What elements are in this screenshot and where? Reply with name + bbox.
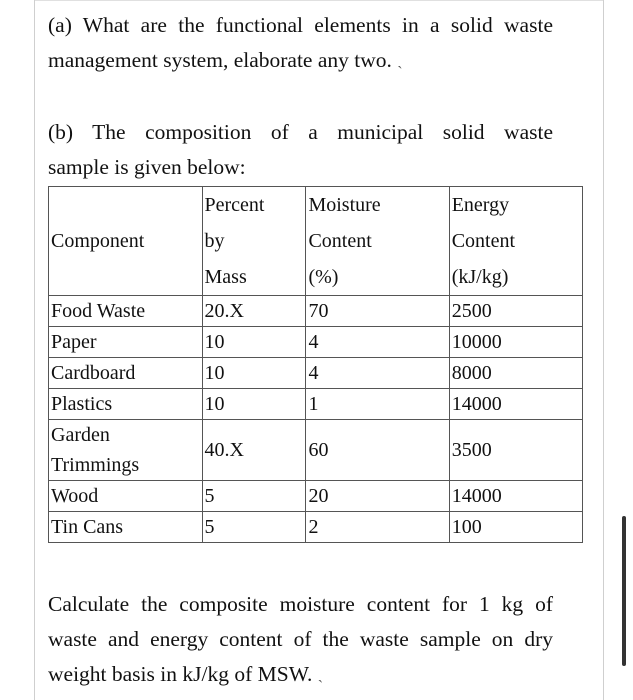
header-percent-line-2: by	[204, 230, 225, 252]
table-row	[49, 358, 583, 389]
part-c-line-3: weight basis in kJ/kg of MSW.	[48, 662, 313, 686]
cell-percent: 20.X	[202, 296, 306, 327]
cell-moisture: 4	[306, 327, 449, 358]
question-part-a	[48, 8, 568, 78]
table-row	[49, 389, 583, 420]
header-moisture-content	[306, 187, 449, 296]
cell-moisture: 2	[306, 512, 449, 543]
cell-percent: 5	[202, 512, 306, 543]
cell-moisture: 20	[306, 481, 449, 512]
cell-component-line-2: Trimmings	[51, 454, 140, 476]
cell-component: Wood	[49, 481, 203, 512]
cell-percent: 10	[202, 389, 306, 420]
part-a-line-1: (a) What are the functional elements in a solid waste	[48, 13, 553, 37]
composition-table	[48, 186, 583, 543]
cell-energy: 10000	[449, 327, 582, 358]
part-c-line-1: Calculate the composite moisture content for 1 kg of	[48, 592, 553, 616]
question-part-c	[48, 587, 568, 692]
cell-component: Food Waste	[49, 296, 203, 327]
part-a-line-2: management system, elaborate any two.	[48, 48, 392, 72]
cell-moisture: 60	[306, 420, 449, 481]
header-energy-line-3: (kJ/kg)	[451, 266, 509, 288]
cell-energy: 14000	[449, 481, 582, 512]
header-moisture-line-1: Moisture	[308, 194, 381, 216]
cell-moisture: 1	[306, 389, 449, 420]
header-energy-content	[449, 187, 582, 296]
part-b-line-2: sample is given below:	[48, 155, 246, 179]
cell-component: Tin Cans	[49, 512, 203, 543]
part-a-mark: ˎ	[397, 52, 403, 69]
cell-component: Plastics	[49, 389, 203, 420]
table-header-row	[49, 187, 583, 296]
table-row	[49, 512, 583, 543]
cell-energy: 3500	[449, 420, 582, 481]
cell-energy: 100	[449, 512, 582, 543]
header-energy-line-1: Energy	[451, 194, 510, 216]
table-row	[49, 420, 583, 481]
part-c-line-2: waste and energy content of the waste sample on dry	[48, 627, 553, 651]
header-component: Component	[49, 187, 203, 296]
header-moisture-line-2: Content	[308, 230, 372, 252]
header-percent-line-1: Percent	[204, 194, 265, 216]
table-row	[49, 327, 583, 358]
cell-percent: 5	[202, 481, 306, 512]
part-b-line-1: (b) The composition of a municipal solid waste	[48, 120, 553, 144]
cell-percent: 40.X	[202, 420, 306, 481]
header-moisture-line-3: (%)	[308, 266, 339, 288]
cell-energy: 8000	[449, 358, 582, 389]
cell-moisture: 4	[306, 358, 449, 389]
cell-component-line-1: Garden	[51, 424, 110, 446]
scrollbar-thumb[interactable]	[622, 516, 626, 666]
part-c-mark: ˎ	[317, 666, 324, 683]
question-part-b	[48, 115, 568, 185]
cell-component: Paper	[49, 327, 203, 358]
header-percent-line-3: Mass	[204, 266, 247, 288]
cell-energy: 2500	[449, 296, 582, 327]
table-row	[49, 296, 583, 327]
header-percent-by-mass	[202, 187, 306, 296]
cell-moisture: 70	[306, 296, 449, 327]
header-energy-line-2: Content	[451, 230, 516, 252]
table-row	[49, 481, 583, 512]
cell-energy: 14000	[449, 389, 582, 420]
cell-percent: 10	[202, 358, 306, 389]
cell-component	[49, 420, 203, 481]
cell-component: Cardboard	[49, 358, 203, 389]
cell-percent: 10	[202, 327, 306, 358]
